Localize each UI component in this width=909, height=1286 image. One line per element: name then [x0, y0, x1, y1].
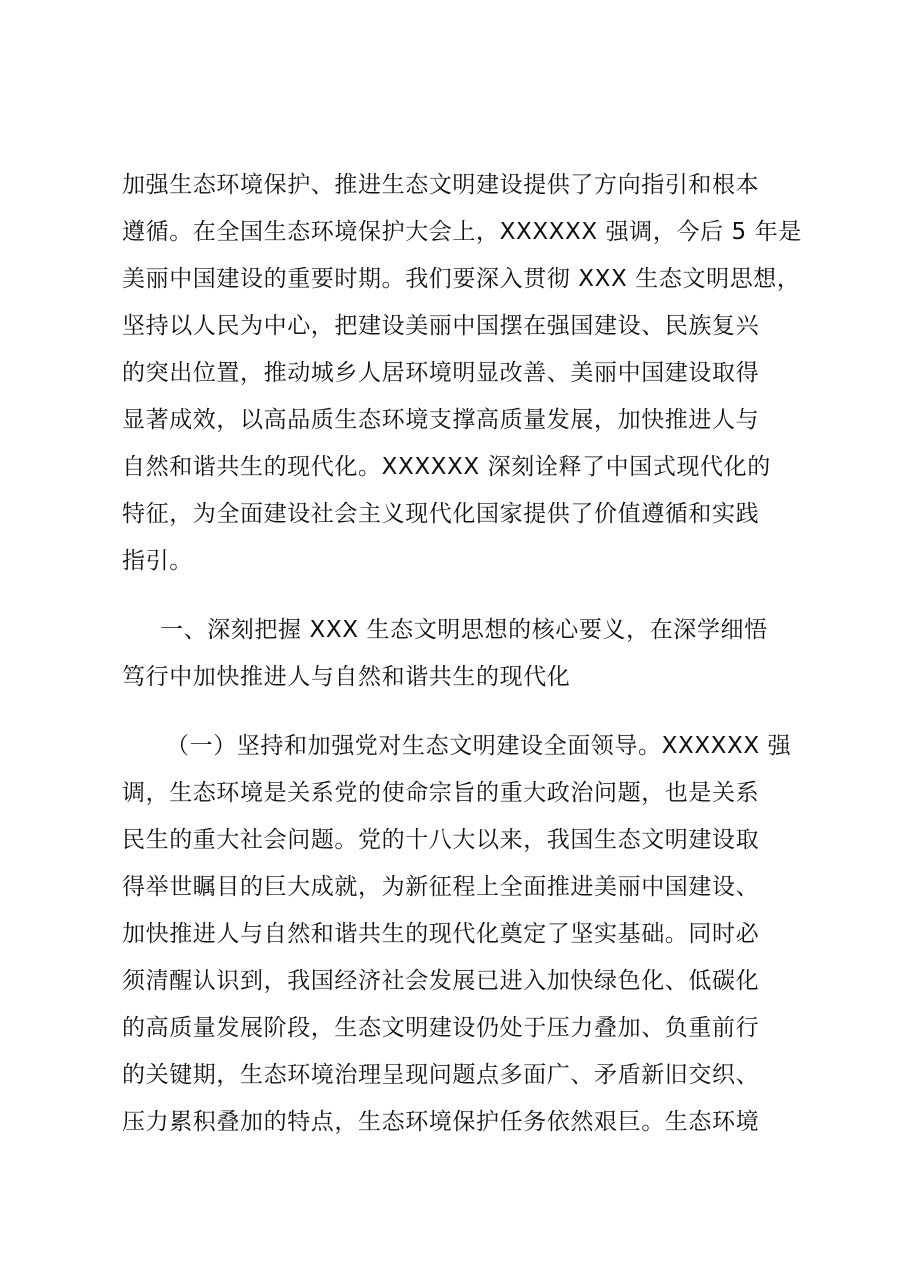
paragraph-line: 得举世瞩目的巨大成就，为新征程上全面推进美丽中国建设、	[122, 874, 760, 900]
paragraph-line: 须清醒认识到，我国经济社会发展已进入加快绿色化、低碳化	[122, 968, 760, 994]
heading-line: 一、深刻把握 XXX 生态文明思想的核心要义，在深学细悟	[160, 617, 768, 643]
paragraph-line: 民生的重大社会问题。党的十八大以来，我国生态文明建设取	[122, 827, 760, 853]
section-heading-1	[122, 607, 812, 701]
paragraph-1	[122, 162, 812, 585]
paragraph-line: 坚持以人民为中心，把建设美丽中国摆在强国建设、民族复兴	[122, 313, 760, 339]
paragraph-line: 的关键期，生态环境治理呈现问题点多面广、矛盾新旧交织、	[122, 1062, 760, 1088]
paragraph-line: 加快推进人与自然和谐共生的现代化奠定了坚实基础。同时必	[122, 921, 760, 947]
paragraph-line: 调，生态环境是关系党的使命宗旨的重大政治问题，也是关系	[122, 780, 760, 806]
paragraph-line: 遵循。在全国生态环境保护大会上，XXXXXX 强调，今后 5 年是	[122, 219, 802, 245]
paragraph-line: 加强生态环境保护、推进生态文明建设提供了方向指引和根本	[122, 172, 760, 198]
paragraph-line: 的突出位置，推动城乡人居环境明显改善、美丽中国建设取得	[122, 360, 760, 386]
paragraph-line: 自然和谐共生的现代化。XXXXXX 深刻诠释了中国式现代化的	[122, 454, 771, 480]
paragraph-line: 显著成效，以高品质生态环境支撑高质量发展，加快推进人与	[122, 407, 760, 433]
paragraph-spacer	[122, 701, 812, 723]
paragraph-line: （一）坚持和加强党对生态文明建设全面领导。XXXXXX 强	[166, 733, 792, 759]
paragraph-2	[122, 723, 812, 1146]
heading-line: 笃行中加快推进人与自然和谐共生的现代化	[122, 664, 571, 690]
paragraph-line: 压力累积叠加的特点，生态环境保护任务依然艰巨。生态环境	[122, 1109, 760, 1135]
paragraph-line: 美丽中国建设的重要时期。我们要深入贯彻 XXX 生态文明思想，	[122, 266, 801, 292]
paragraph-line: 特征，为全面建设社会主义现代化国家提供了价值遵循和实践	[122, 501, 760, 527]
document-body	[122, 162, 812, 1146]
paragraph-spacer	[122, 585, 812, 607]
paragraph-line: 指引。	[122, 548, 193, 574]
paragraph-line: 的高质量发展阶段，生态文明建设仍处于压力叠加、负重前行	[122, 1015, 760, 1041]
